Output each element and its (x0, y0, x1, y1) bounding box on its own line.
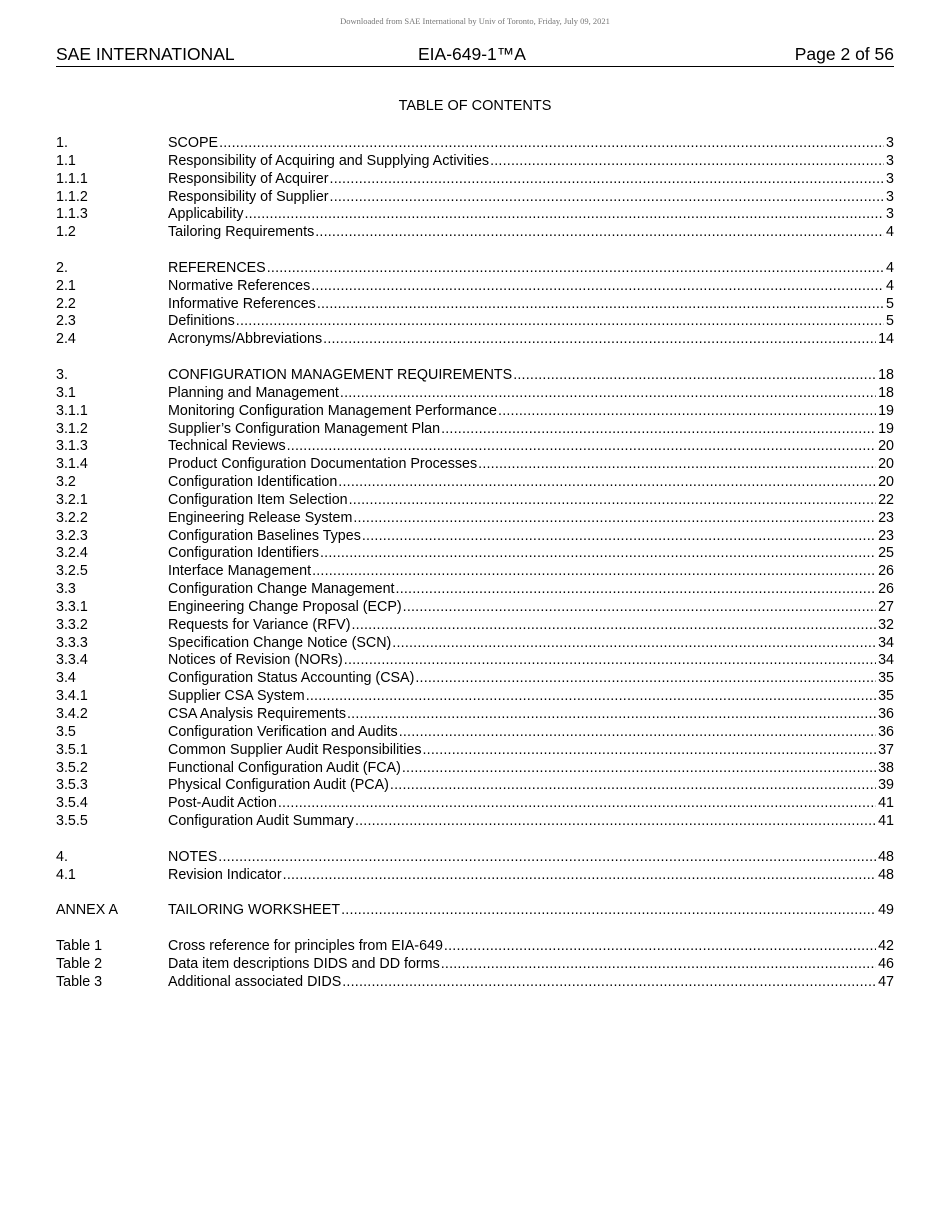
toc-section (56, 260, 894, 349)
toc-entry-title: Requests for Variance (RFV) (168, 616, 351, 633)
toc-entry-title: Acronyms/Abbreviations (168, 331, 323, 348)
toc-entry-page: 18 (878, 384, 894, 401)
toc-leader-dots (489, 153, 884, 171)
toc-entry-title: Technical Reviews (168, 438, 286, 455)
toc-entry-number: 3.5 (56, 723, 76, 740)
toc-entry-page: 36 (878, 723, 894, 740)
toc-entry-number: 3.4.2 (56, 706, 88, 722)
toc-leader-dots (440, 421, 876, 439)
toc-entry-page: 41 (878, 795, 894, 812)
toc-entry-title: Configuration Audit Summary (168, 813, 354, 830)
toc-entry-page: 36 (878, 706, 894, 722)
toc-entry-page: 19 (878, 402, 894, 419)
toc-entry-title: Monitoring Configuration Management Performance (168, 402, 498, 419)
toc-entry-title: Post-Audit Action (168, 795, 277, 812)
toc-entry-title: Common Supplier Audit Responsibilities (168, 741, 422, 758)
toc-entry[interactable] (56, 902, 894, 920)
toc-entry-number: 4.1 (56, 866, 76, 883)
toc-entry-page: 42 (878, 937, 894, 954)
toc-entry[interactable] (56, 171, 894, 189)
toc-entry-page: 20 (878, 456, 894, 473)
toc-entry-number: 2.2 (56, 295, 76, 312)
toc-entry[interactable] (56, 652, 894, 670)
toc-entry-number: 3.3.4 (56, 652, 88, 669)
toc-entry[interactable] (56, 438, 894, 456)
toc-entry[interactable] (56, 724, 894, 742)
toc-entry-title: Additional associated DIDS (168, 973, 342, 990)
toc-leader-dots (352, 510, 876, 528)
toc-entry-title: Applicability (168, 206, 244, 223)
toc-entry[interactable] (56, 635, 894, 653)
toc-leader-dots (218, 135, 884, 153)
toc-entry-page: 35 (878, 670, 894, 687)
toc-entry-number: 3.1.3 (56, 438, 88, 455)
toc-entry-title: Responsibility of Acquiring and Supplying Activities (168, 152, 490, 169)
page-header (56, 44, 894, 67)
toc-entry-title: Engineering Change Proposal (ECP) (168, 598, 402, 615)
toc-entry-number: 3.5.3 (56, 777, 88, 794)
toc-leader-dots (316, 296, 884, 314)
toc-entry-page: 26 (878, 563, 894, 580)
toc-entry-title: Notices of Revision (NORs) (168, 652, 343, 669)
toc-entry[interactable] (56, 153, 894, 171)
toc-entry-page: 4 (886, 224, 894, 241)
toc-entry-number: 3.3.1 (56, 598, 88, 615)
toc-entry[interactable] (56, 742, 894, 760)
toc-entry-title: Functional Configuration Audit (FCA) (168, 759, 401, 776)
toc-entry[interactable] (56, 545, 894, 563)
toc-entry-number: 3.3.3 (56, 634, 88, 651)
toc-leader-dots (361, 528, 876, 546)
toc-leader-dots (329, 189, 885, 207)
toc-leader-dots (339, 385, 876, 403)
toc-entry[interactable] (56, 849, 894, 867)
publisher-name: SAE INTERNATIONAL (56, 44, 235, 64)
toc-entry-number: 3.2.3 (56, 527, 88, 544)
toc-entry[interactable] (56, 777, 894, 795)
toc-entry-title: Informative References (168, 295, 316, 312)
toc-entry-number: ANNEX A (56, 902, 118, 919)
toc-entry[interactable] (56, 974, 894, 992)
toc-entry[interactable] (56, 617, 894, 635)
toc-entry-title: Supplier’s Configuration Management Plan (168, 420, 441, 437)
toc-entry-page: 20 (878, 474, 894, 491)
toc-entry[interactable] (56, 581, 894, 599)
toc-entry[interactable] (56, 189, 894, 207)
toc-entry-number: 1.1.1 (56, 170, 88, 187)
toc-entry-page: 4 (886, 259, 894, 276)
toc-entry-number: 3.5.5 (56, 813, 88, 830)
toc-leader-dots (443, 938, 876, 956)
toc-entry-page: 23 (878, 527, 894, 544)
toc-leader-dots (512, 367, 876, 385)
toc-entry-number: 4. (56, 848, 68, 865)
toc-leader-dots (497, 403, 876, 421)
toc-entry-number: 3.2.4 (56, 545, 88, 562)
toc-leader-dots (354, 813, 876, 831)
toc-entry-number: 3.1 (56, 384, 76, 401)
toc-entry-title: Configuration Item Selection (168, 491, 348, 508)
toc-heading: TABLE OF CONTENTS (398, 98, 552, 114)
toc-entry-number: 3.5.1 (56, 741, 88, 758)
toc-entry-page: 46 (878, 955, 894, 972)
toc-entry-number: 1.1.3 (56, 206, 88, 223)
toc-entry-title: Supplier CSA System (168, 688, 305, 705)
page-number: Page 2 of 56 (794, 44, 894, 64)
toc-entry-page: 26 (878, 581, 894, 598)
toc-entry-title: REFERENCES (168, 259, 266, 276)
toc-entry-page: 41 (878, 813, 894, 830)
toc-entry-title: Responsibility of Supplier (168, 188, 329, 205)
toc-entry-number: 2.4 (56, 331, 76, 348)
toc-leader-dots (414, 670, 876, 688)
toc-entry[interactable] (56, 331, 894, 349)
toc-entry-page: 4 (886, 277, 894, 294)
toc-entry-page: 39 (878, 777, 894, 794)
toc-section (56, 902, 894, 920)
toc-entry-title: CONFIGURATION MANAGEMENT REQUIREMENTS (168, 366, 513, 383)
toc-entry-number: 3.2.5 (56, 563, 88, 580)
toc-entry-number: 3.4 (56, 670, 76, 687)
toc-entry-title: Configuration Identification (168, 474, 338, 491)
toc-leader-dots (244, 206, 885, 224)
toc-entry[interactable] (56, 421, 894, 439)
toc-entry[interactable] (56, 313, 894, 331)
toc-entry-page: 25 (878, 545, 894, 562)
table-of-contents (56, 135, 894, 1009)
toc-leader-dots (422, 742, 877, 760)
toc-entry[interactable] (56, 403, 894, 421)
toc-leader-dots (440, 956, 876, 974)
toc-entry-title: Data item descriptions DIDS and DD forms (168, 955, 440, 972)
toc-entry[interactable] (56, 385, 894, 403)
toc-entry-page: 3 (886, 170, 894, 187)
toc-entry-number: 3.2.2 (56, 509, 88, 526)
toc-entry-title: Normative References (168, 277, 311, 294)
toc-entry[interactable] (56, 528, 894, 546)
toc-entry-page: 14 (878, 331, 894, 348)
toc-entry[interactable] (56, 492, 894, 510)
toc-entry-page: 3 (886, 188, 894, 205)
toc-entry-page: 48 (878, 848, 894, 865)
toc-entry-title: Physical Configuration Audit (PCA) (168, 777, 389, 794)
toc-leader-dots (337, 474, 876, 492)
toc-entry[interactable] (56, 938, 894, 956)
toc-entry[interactable] (56, 670, 894, 688)
toc-entry-number: 1. (56, 135, 68, 151)
toc-leader-dots (398, 724, 876, 742)
toc-entry-page: 23 (878, 509, 894, 526)
toc-entry-page: 48 (878, 866, 894, 883)
toc-entry-title: Configuration Verification and Audits (168, 723, 398, 740)
toc-entry-number: 3.3 (56, 581, 76, 598)
toc-entry-number: 1.1.2 (56, 188, 88, 205)
toc-entry[interactable] (56, 706, 894, 724)
toc-section (56, 938, 894, 992)
toc-entry-page: 34 (878, 634, 894, 651)
toc-leader-dots (346, 706, 876, 724)
toc-leader-dots (286, 438, 876, 456)
toc-entry-title: Specification Change Notice (SCN) (168, 634, 392, 651)
toc-leader-dots (477, 456, 876, 474)
toc-entry-number: 2.3 (56, 313, 76, 330)
toc-leader-dots (311, 563, 876, 581)
toc-leader-dots (235, 313, 884, 331)
toc-entry-page: 19 (878, 420, 894, 437)
toc-entry[interactable] (56, 867, 894, 885)
toc-entry-number: 3.2 (56, 474, 76, 491)
toc-entry-title: TAILORING WORKSHEET (168, 902, 341, 919)
toc-entry-number: 2.1 (56, 277, 76, 294)
toc-entry[interactable] (56, 135, 894, 153)
toc-entry[interactable] (56, 296, 894, 314)
toc-entry-title: Tailoring Requirements (168, 224, 315, 241)
toc-entry-page: 27 (878, 598, 894, 615)
toc-entry-title: Product Configuration Documentation Processes (168, 456, 478, 473)
toc-entry-number: 3.3.2 (56, 616, 88, 633)
toc-entry-title: Engineering Release System (168, 509, 353, 526)
toc-leader-dots (395, 581, 877, 599)
toc-entry-title: Configuration Baselines Types (168, 527, 361, 544)
toc-leader-dots (314, 224, 884, 242)
toc-entry-number: 3.4.1 (56, 688, 88, 705)
toc-entry[interactable] (56, 563, 894, 581)
toc-entry-page: 35 (878, 688, 894, 705)
toc-leader-dots (217, 849, 876, 867)
toc-leader-dots (348, 492, 876, 510)
toc-entry[interactable] (56, 510, 894, 528)
toc-leader-dots (277, 795, 876, 813)
toc-leader-dots (341, 974, 876, 992)
toc-entry-page: 47 (878, 973, 894, 990)
toc-entry-page: 38 (878, 759, 894, 776)
toc-entry-title: Planning and Management (168, 384, 339, 401)
toc-entry-number: 3.2.1 (56, 491, 88, 508)
toc-section (56, 367, 894, 831)
toc-entry-title: Cross reference for principles from EIA-649 (168, 937, 443, 954)
toc-entry-title: NOTES (168, 848, 218, 865)
toc-section (56, 135, 894, 242)
toc-entry-title: Configuration Identifiers (168, 545, 319, 562)
toc-entry-number: 3.1.1 (56, 402, 88, 419)
toc-entry-page: 20 (878, 438, 894, 455)
toc-entry-title: Revision Indicator (168, 866, 282, 883)
toc-entry[interactable] (56, 760, 894, 778)
toc-leader-dots (319, 545, 876, 563)
toc-entry[interactable] (56, 260, 894, 278)
toc-entry-number: 3. (56, 366, 68, 383)
toc-leader-dots (322, 331, 876, 349)
toc-entry-number: Table 1 (56, 937, 103, 954)
toc-entry[interactable] (56, 599, 894, 617)
toc-entry-page: 3 (886, 206, 894, 223)
toc-entry-number: 3.1.2 (56, 420, 88, 437)
toc-section (56, 849, 894, 885)
toc-entry-number: 3.5.2 (56, 759, 88, 776)
toc-entry-number: 1.2 (56, 224, 76, 241)
toc-entry[interactable] (56, 813, 894, 831)
toc-entry[interactable] (56, 206, 894, 224)
toc-entry[interactable] (56, 367, 894, 385)
toc-entry-page: 3 (886, 152, 894, 169)
toc-leader-dots (340, 902, 876, 920)
toc-entry[interactable] (56, 956, 894, 974)
toc-entry-number: Table 2 (56, 955, 103, 972)
toc-entry-page: 37 (878, 741, 894, 758)
toc-entry-number: 3.1.4 (56, 456, 88, 473)
toc-leader-dots (305, 688, 876, 706)
toc-entry-title: SCOPE (168, 135, 219, 151)
toc-entry-number: 3.5.4 (56, 795, 88, 812)
toc-entry-number: 1.1 (56, 152, 76, 169)
toc-leader-dots (389, 777, 876, 795)
toc-entry-page: 5 (886, 295, 894, 312)
toc-leader-dots (350, 617, 876, 635)
toc-leader-dots (310, 278, 884, 296)
toc-entry-page: 22 (878, 491, 894, 508)
toc-leader-dots (401, 760, 876, 778)
toc-entry-number: 2. (56, 259, 68, 276)
toc-leader-dots (343, 652, 876, 670)
toc-entry-title: Configuration Change Management (168, 581, 395, 598)
toc-entry[interactable] (56, 278, 894, 296)
toc-entry-title: Interface Management (168, 563, 312, 580)
toc-entry-page: 34 (878, 652, 894, 669)
toc-entry-page: 32 (878, 616, 894, 633)
toc-entry[interactable] (56, 474, 894, 492)
toc-entry-number: Table 3 (56, 973, 103, 990)
toc-leader-dots (402, 599, 876, 617)
toc-entry-page: 18 (878, 366, 894, 383)
toc-entry-page: 3 (886, 135, 894, 151)
document-id: EIA-649-1™A (418, 44, 526, 64)
toc-entry[interactable] (56, 688, 894, 706)
toc-entry[interactable] (56, 456, 894, 474)
toc-entry-title: Responsibility of Acquirer (168, 170, 329, 187)
toc-entry[interactable] (56, 795, 894, 813)
toc-entry[interactable] (56, 224, 894, 242)
toc-entry-title: Definitions (168, 313, 235, 330)
toc-leader-dots (391, 635, 876, 653)
toc-entry-title: CSA Analysis Requirements (168, 706, 346, 722)
toc-entry-page: 5 (886, 313, 894, 330)
toc-leader-dots (266, 260, 884, 278)
toc-entry-page: 49 (878, 902, 894, 919)
toc-leader-dots (329, 171, 885, 189)
download-notice: Downloaded from SAE International by Univ of Toronto, Friday, July 09, 2021 (340, 16, 610, 26)
toc-entry-title: Configuration Status Accounting (CSA) (168, 670, 415, 687)
toc-leader-dots (282, 867, 876, 885)
